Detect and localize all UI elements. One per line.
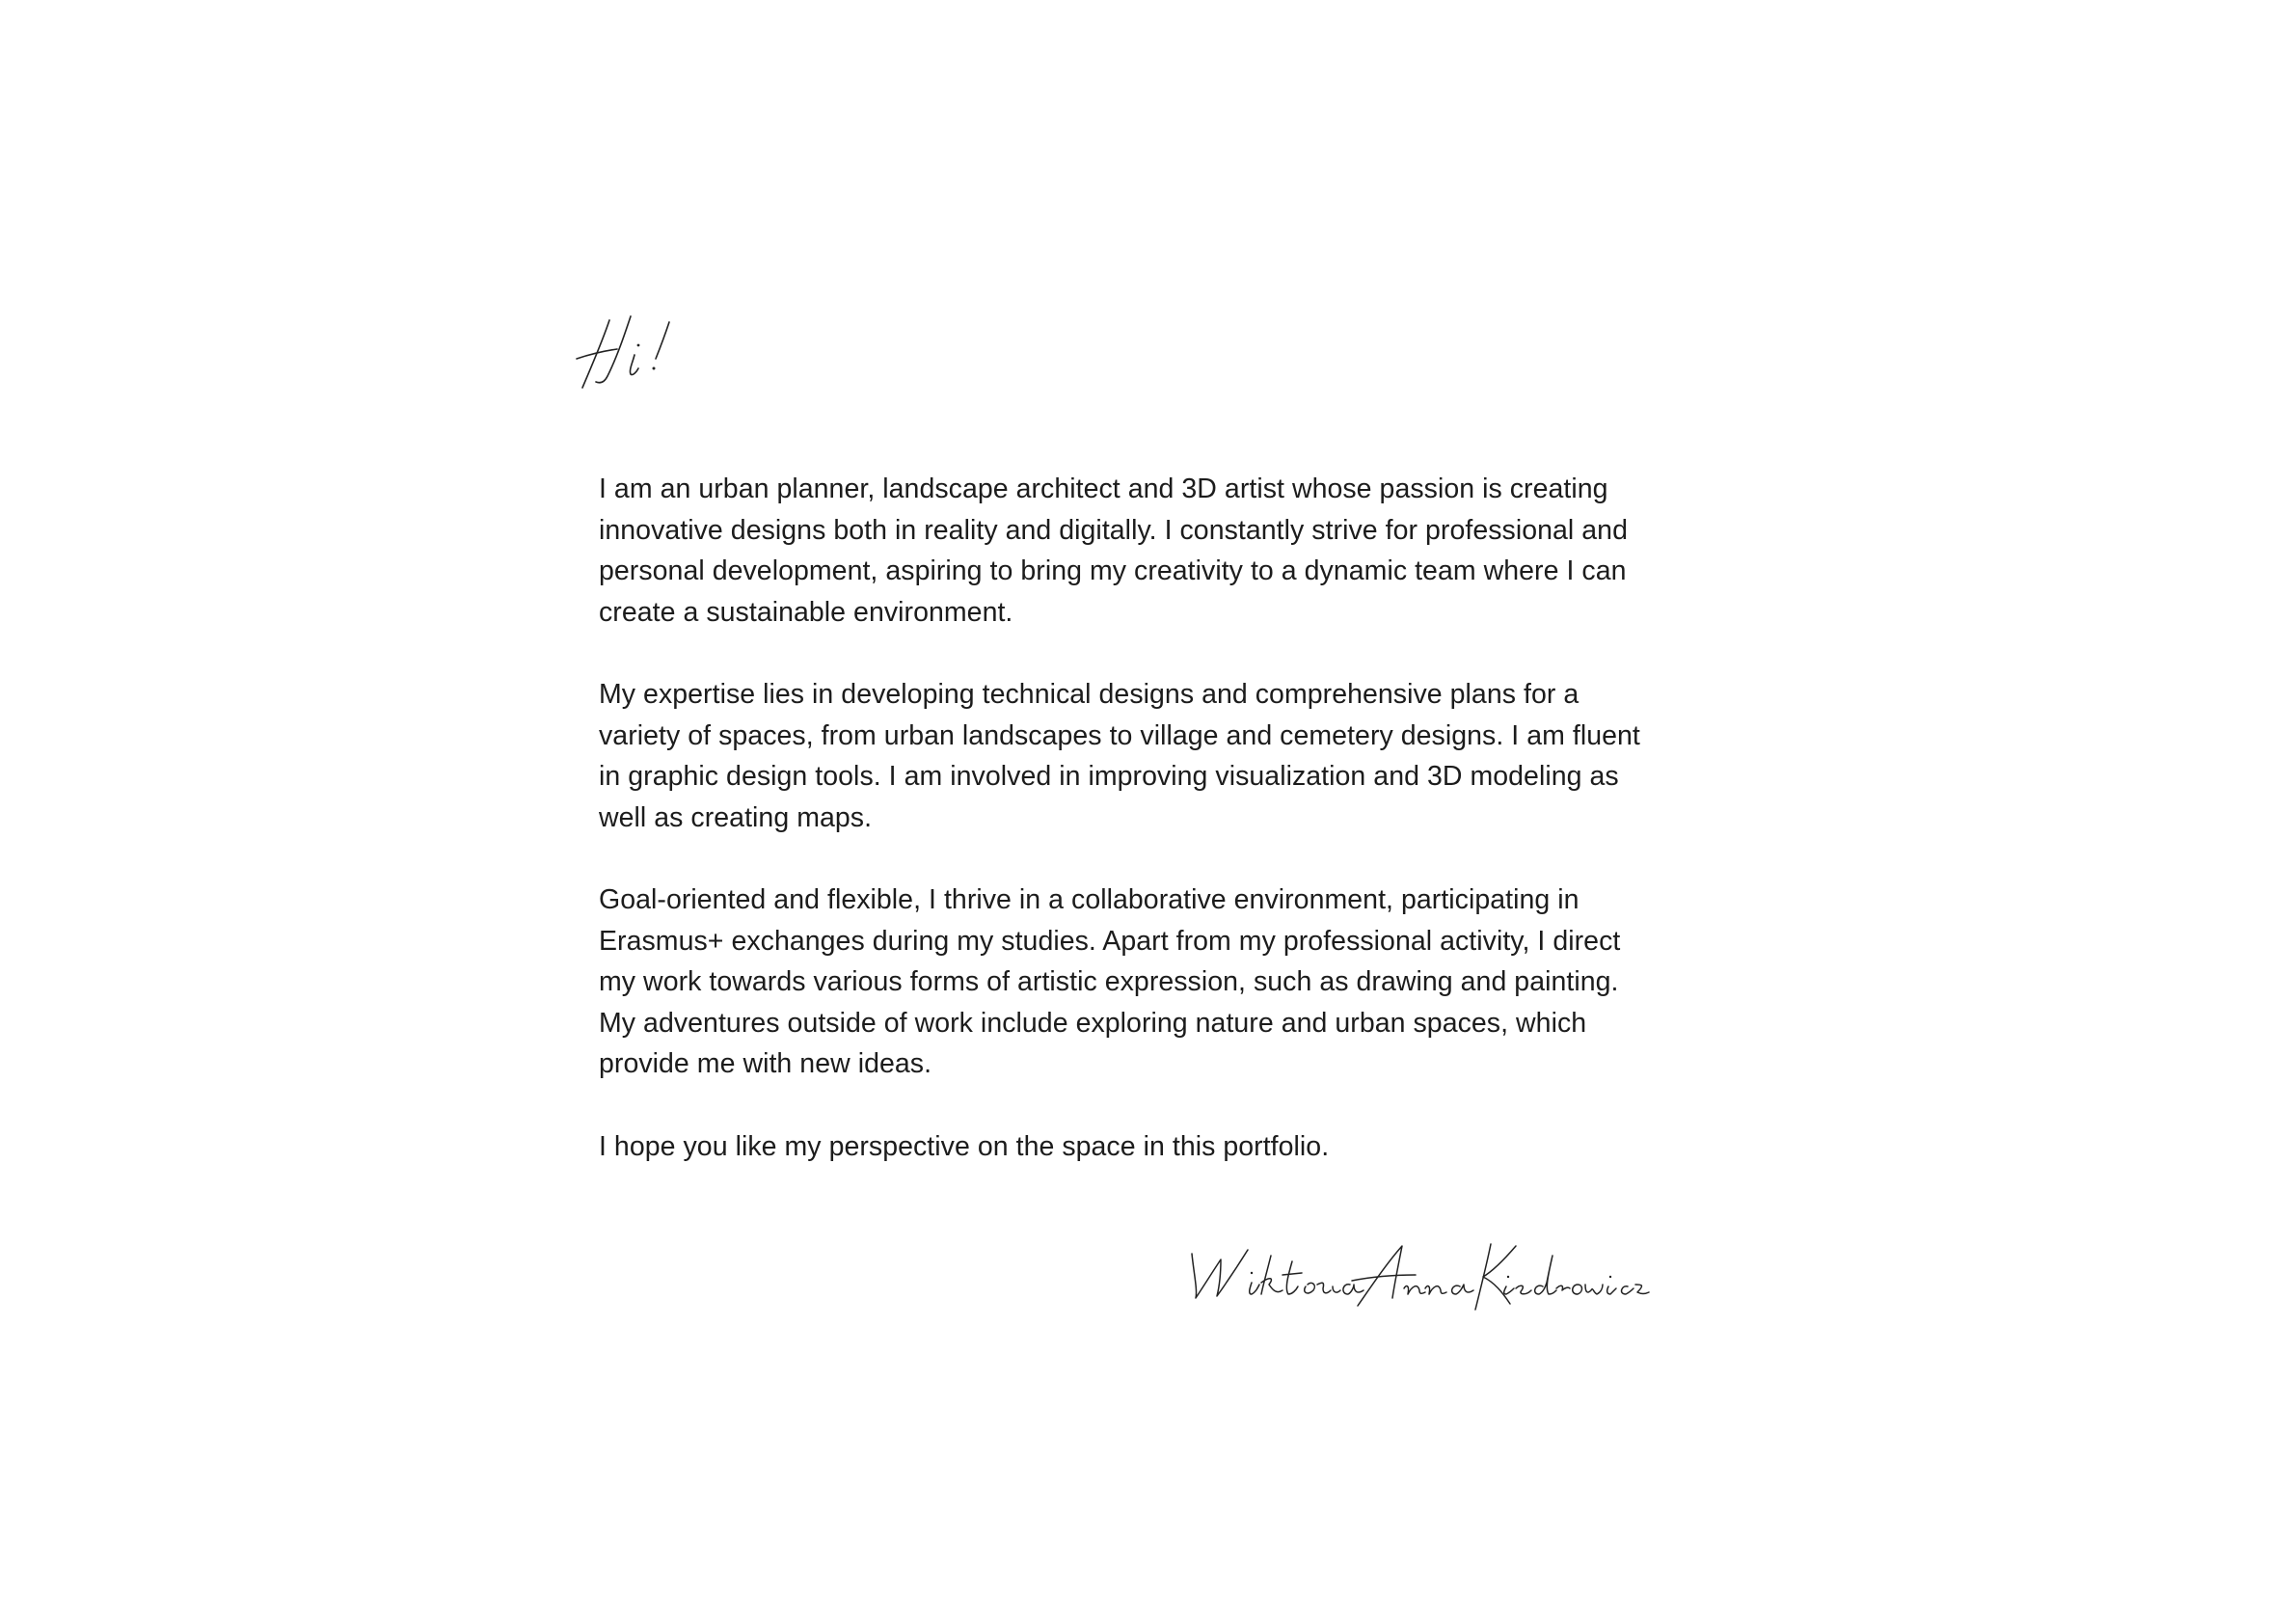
intro-paragraph-3: Goal-oriented and flexible, I thrive in a collaborative environment, participating in Erasmus+ exchanges during my studies. Apart from my professional activity, I direct my work towards various forms of artistic expression, such as drawing and painting. My adventures outside of work include exploring nature and urban spaces, which provide me with new ideas. xyxy=(599,883,1621,1080)
handwritten-signature xyxy=(1188,1234,1651,1312)
intro-text-block xyxy=(599,469,1650,1167)
handwritten-greeting xyxy=(575,307,690,393)
handwritten-greeting-drawing xyxy=(575,307,690,393)
intro-paragraph-4: I hope you like my perspective on the space in this portfolio. xyxy=(599,1130,1330,1162)
intro-paragraph-2: My expertise lies in developing technical designs and comprehensive plans for a variety of spaces, from urban landscapes to village and cemetery designs. I am fluent in graphic design tools. I am involved in improving visualization and 3D modeling as well as creating maps. xyxy=(599,678,1640,833)
handwritten-signature-drawing xyxy=(1188,1234,1651,1312)
intro-paragraph-1: I am an urban planner, landscape architect and 3D artist whose passion is creating innovative designs both in reality and digitally. I constantly strive for professional and personal development, aspiring to bring my creativity to a dynamic team where I can create a sustainable environment. xyxy=(599,474,1628,628)
